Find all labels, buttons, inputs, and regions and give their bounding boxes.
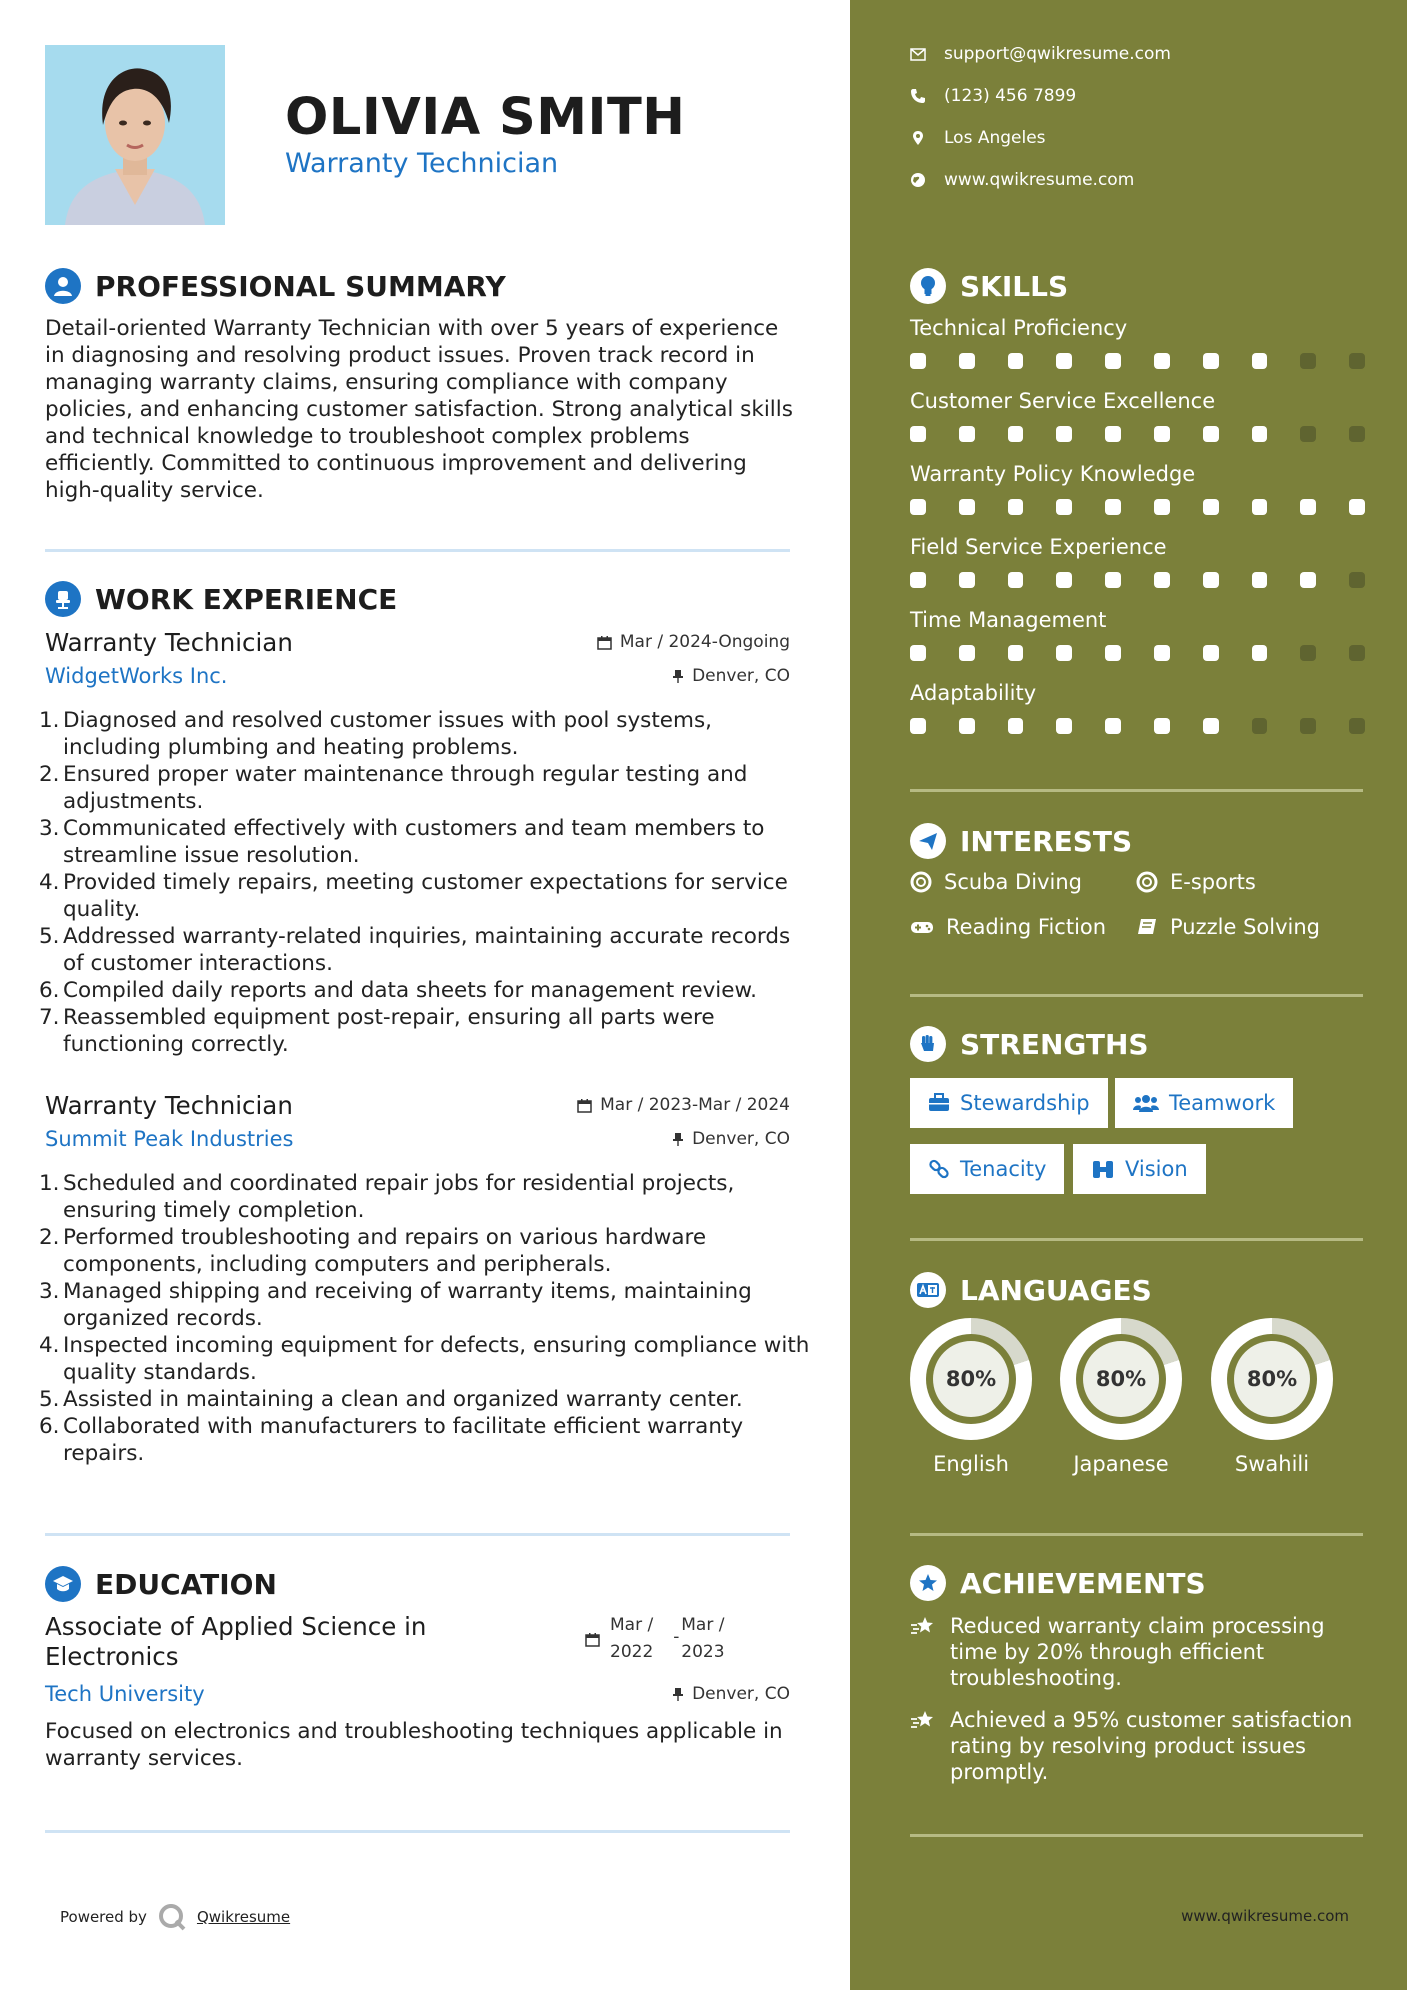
skill-dot-filled <box>1105 353 1121 369</box>
achievements-heading <box>910 1565 1206 1601</box>
pin-icon <box>672 1132 684 1147</box>
start-date-year: 2022 <box>610 1642 654 1662</box>
calendar-icon <box>585 1632 600 1647</box>
skill-dot-filled <box>1252 572 1268 588</box>
strength-label: Tenacity <box>960 1157 1047 1181</box>
skill-dot-filled <box>1056 718 1072 734</box>
skill-dot-empty <box>1300 353 1316 369</box>
qwikresume-link[interactable]: Qwikresume <box>196 1908 291 1926</box>
job-location <box>672 666 790 686</box>
skill-dot-filled <box>1105 426 1121 442</box>
strength-tag <box>1073 1144 1206 1194</box>
profile-photo <box>45 45 225 225</box>
skill-dot-filled <box>1203 645 1219 661</box>
skill-dot-filled <box>1008 499 1024 515</box>
section-divider <box>45 549 790 552</box>
skill-name: Adaptability <box>910 681 1037 705</box>
language-item <box>910 1318 1032 1476</box>
contact-location <box>910 128 1046 148</box>
achievement-item <box>910 1707 1365 1785</box>
skill-dot-filled <box>1008 353 1024 369</box>
achievement-item <box>910 1613 1365 1691</box>
list-item <box>39 1170 815 1224</box>
skill-dot-filled <box>1252 499 1268 515</box>
skill-dot-filled <box>1300 499 1316 515</box>
section-divider <box>45 1830 790 1833</box>
skill-dot-filled <box>1252 645 1268 661</box>
item-number: 2. <box>39 762 60 787</box>
skill-dot-empty <box>1300 718 1316 734</box>
summary-text: Detail-oriented Warranty Technician with over 5 years of experience in diagnosing and resolving product issues. Proven track record in managing warranty claims, ensuring compliance with company policies, and enhancing customer satisfaction. Strong analytical skills and technical knowledge to troubleshoot complex problems efficiently. Committed to continuous improvement and delivering high-quality service. <box>45 316 793 503</box>
skill-dot-filled <box>910 499 926 515</box>
list-item <box>39 1413 815 1467</box>
language-level-ring <box>1211 1318 1333 1440</box>
item-number: 3. <box>39 816 60 841</box>
interest-item <box>1136 915 1320 939</box>
list-item <box>39 1004 815 1058</box>
list-item <box>39 761 815 815</box>
item-number: 3. <box>39 1279 60 1304</box>
skill-dot-filled <box>1056 499 1072 515</box>
user-icon <box>45 268 81 304</box>
skill-dot-filled <box>1203 499 1219 515</box>
skill-item <box>910 389 1365 442</box>
language-level-ring-inner <box>1076 1334 1166 1424</box>
skill-dot-filled <box>1105 718 1121 734</box>
education-location-text: Denver, CO <box>692 1684 790 1704</box>
skill-dot-empty <box>1300 645 1316 661</box>
skill-dot-filled <box>959 499 975 515</box>
life-ring-icon <box>910 871 932 893</box>
skill-item <box>910 681 1365 734</box>
skill-dot-empty <box>1349 426 1365 442</box>
item-text: Addressed warranty-related inquiries, maintaining accurate records of customer interactions. <box>63 924 791 976</box>
job-duties-list <box>39 1170 815 1467</box>
skill-dot-filled <box>1008 572 1024 588</box>
interest-item <box>1136 870 1256 894</box>
skill-rating <box>910 718 1365 734</box>
shooting-star-icon <box>910 1615 936 1639</box>
envelope-icon <box>910 48 926 61</box>
school-name: Tech University <box>45 1682 205 1706</box>
item-number: 7. <box>39 1005 60 1030</box>
skill-dot-empty <box>1252 718 1268 734</box>
item-text: Inspected incoming equipment for defects, ensuring compliance with quality standards. <box>63 1333 810 1385</box>
interest-item <box>910 870 1082 894</box>
skill-item <box>910 462 1365 515</box>
skill-dot-filled <box>1008 718 1024 734</box>
skill-dot-empty <box>1349 353 1365 369</box>
skill-dot-filled <box>1203 718 1219 734</box>
book-icon <box>1136 917 1158 937</box>
skill-dot-filled <box>1203 426 1219 442</box>
item-number: 2. <box>39 1225 60 1250</box>
contact-location-text: Los Angeles <box>944 128 1046 148</box>
languages-heading-text: LANGUAGES <box>960 1273 1152 1307</box>
item-text: Scheduled and coordinated repair jobs for residential projects, ensuring timely completion. <box>63 1171 735 1223</box>
list-item <box>39 923 815 977</box>
experience-heading-text: WORK EXPERIENCE <box>95 582 398 616</box>
skill-rating <box>910 426 1365 442</box>
map-marker-icon <box>910 130 926 146</box>
job-date <box>597 632 790 652</box>
summary-heading <box>45 268 506 304</box>
skill-dot-filled <box>1154 645 1170 661</box>
job-location-text: Denver, CO <box>692 666 790 686</box>
start-date-month: Mar / <box>610 1615 654 1635</box>
strengths-heading-text: STRENGTHS <box>960 1027 1149 1061</box>
contact-website-text: www.qwikresume.com <box>944 170 1135 190</box>
fist-icon <box>910 1026 946 1062</box>
skills-heading <box>910 268 1068 304</box>
list-item <box>39 815 815 869</box>
end-date-month: Mar / <box>681 1615 725 1635</box>
job-title: Warranty Technician <box>45 1091 293 1120</box>
interest-item <box>910 915 1106 939</box>
contact-phone[interactable] <box>910 86 1076 106</box>
education-heading-text: EDUCATION <box>95 1567 277 1601</box>
job-title: Warranty Technician <box>45 628 293 657</box>
language-level-ring <box>910 1318 1032 1440</box>
skill-name: Field Service Experience <box>910 535 1167 559</box>
shooting-star-icon <box>910 1709 936 1733</box>
skill-name: Warranty Policy Knowledge <box>910 462 1196 486</box>
item-text: Ensured proper water maintenance through regular testing and adjustments. <box>63 762 748 814</box>
list-item <box>39 1332 815 1386</box>
section-divider <box>910 1533 1363 1536</box>
achievement-text: Achieved a 95% customer satisfaction rating by resolving product issues promptly. <box>950 1708 1353 1784</box>
contact-email[interactable] <box>910 44 1171 64</box>
skill-dot-filled <box>1056 426 1072 442</box>
language-level-ring-inner <box>926 1334 1016 1424</box>
skill-dot-filled <box>1056 572 1072 588</box>
skill-dot-filled <box>910 572 926 588</box>
start-date <box>610 1612 653 1666</box>
item-number: 4. <box>39 870 60 895</box>
interests-heading <box>910 823 1132 859</box>
job-location <box>672 1129 790 1149</box>
globe-icon <box>910 172 926 188</box>
section-divider <box>910 994 1363 997</box>
strength-tag <box>910 1078 1108 1128</box>
education-heading <box>45 1566 277 1602</box>
skill-name: Technical Proficiency <box>910 316 1128 340</box>
item-text: Reassembled equipment post-repair, ensuring all parts were functioning correctly. <box>63 1005 715 1057</box>
interest-label: E-sports <box>1170 870 1256 894</box>
list-item <box>39 869 815 923</box>
skill-dot-filled <box>1105 499 1121 515</box>
skill-dot-filled <box>1154 499 1170 515</box>
strength-label: Stewardship <box>960 1091 1090 1115</box>
list-item <box>39 1224 815 1278</box>
interests-heading-text: INTERESTS <box>960 824 1133 858</box>
strengths-heading <box>910 1026 1149 1062</box>
phone-icon <box>910 88 926 104</box>
item-number: 5. <box>39 1387 60 1412</box>
translate-icon <box>910 1272 946 1308</box>
end-date-year: 2023 <box>681 1642 725 1662</box>
interest-label: Reading Fiction <box>946 915 1107 939</box>
skill-item <box>910 316 1365 369</box>
item-text: Collaborated with manufacturers to facilitate efficient warranty repairs. <box>63 1414 744 1466</box>
item-text: Provided timely repairs, meeting customer expectations for service quality. <box>63 870 788 922</box>
end-date <box>673 1612 725 1666</box>
skill-dot-filled <box>1154 353 1170 369</box>
skill-name: Time Management <box>910 608 1107 632</box>
item-text: Performed troubleshooting and repairs on various hardware components, including computers and peripherals. <box>63 1225 707 1277</box>
achievements-heading-text: ACHIEVEMENTS <box>960 1566 1206 1600</box>
education-dates <box>585 1612 725 1666</box>
skill-item <box>910 535 1365 588</box>
skill-dot-filled <box>959 426 975 442</box>
item-number: 5. <box>39 924 60 949</box>
languages-heading <box>910 1272 1152 1308</box>
interest-label: Puzzle Solving <box>1170 915 1320 939</box>
strength-label: Vision <box>1125 1157 1188 1181</box>
language-name: English <box>933 1452 1009 1476</box>
skill-dot-filled <box>1252 353 1268 369</box>
skill-dot-filled <box>1008 645 1024 661</box>
contact-phone-text: (123) 456 7899 <box>944 86 1077 106</box>
skill-dot-filled <box>959 718 975 734</box>
item-text: Managed shipping and receiving of warranty items, maintaining organized records. <box>63 1279 752 1331</box>
skill-dot-filled <box>1105 645 1121 661</box>
job-company: Summit Peak Industries <box>45 1127 294 1151</box>
skill-dot-filled <box>910 426 926 442</box>
skill-dot-filled <box>1203 353 1219 369</box>
skill-dot-empty <box>1349 718 1365 734</box>
date-separator: - <box>673 1627 680 1647</box>
section-divider <box>910 1834 1363 1837</box>
strength-tag <box>910 1144 1064 1194</box>
skills-heading-text: SKILLS <box>960 269 1069 303</box>
list-item <box>39 1386 815 1413</box>
section-divider <box>910 1238 1363 1241</box>
list-item <box>39 1278 815 1332</box>
skill-dot-filled <box>910 353 926 369</box>
language-percent: 80% <box>933 1341 1009 1417</box>
contact-website[interactable] <box>910 170 1134 190</box>
qwikresume-logo-icon <box>157 1902 187 1932</box>
skill-dot-filled <box>959 353 975 369</box>
users-icon <box>1133 1093 1159 1113</box>
job-duties-list <box>39 707 815 1058</box>
skill-name: Customer Service Excellence <box>910 389 1216 413</box>
life-ring-icon <box>1136 871 1158 893</box>
graduation-cap-icon <box>45 1566 81 1602</box>
skill-dot-filled <box>1105 572 1121 588</box>
job-date-text: Mar / 2024-Ongoing <box>619 632 790 652</box>
skill-dot-filled <box>1154 718 1170 734</box>
item-text: Communicated effectively with customers and team members to streamline issue resolution. <box>63 816 765 868</box>
powered-by-label: Powered by <box>60 1908 147 1926</box>
briefcase-icon <box>928 1093 950 1113</box>
item-number: 1. <box>39 708 60 733</box>
skill-item <box>910 608 1365 661</box>
interest-label: Scuba Diving <box>944 870 1082 894</box>
job-entry <box>39 1091 810 1491</box>
skill-rating <box>910 499 1365 515</box>
item-text: Compiled daily reports and data sheets for management review. <box>63 978 757 1003</box>
skill-dot-filled <box>910 645 926 661</box>
lightbulb-icon <box>910 268 946 304</box>
gamepad-icon <box>910 919 934 935</box>
chair-icon <box>45 581 81 617</box>
language-level-ring-inner <box>1227 1334 1317 1424</box>
pin-icon <box>672 669 684 684</box>
item-text: Diagnosed and resolved customer issues with pool systems, including plumbing and heating problems. <box>63 708 712 760</box>
language-percent: 80% <box>1083 1341 1159 1417</box>
skill-dot-filled <box>1349 499 1365 515</box>
summary-heading-text: PROFESSIONAL SUMMARY <box>95 269 506 303</box>
language-name: Swahili <box>1234 1452 1310 1476</box>
item-text: Assisted in maintaining a clean and organized warranty center. <box>63 1387 743 1412</box>
skill-dot-filled <box>1154 426 1170 442</box>
experience-heading <box>45 581 397 617</box>
link-icon <box>928 1158 950 1180</box>
pin-icon <box>672 1687 684 1702</box>
footer-url[interactable]: www.qwikresume.com <box>1181 1907 1349 1925</box>
strength-tag <box>1115 1078 1293 1128</box>
list-item <box>39 977 815 1004</box>
education-location <box>672 1684 790 1704</box>
section-divider <box>910 789 1363 792</box>
candidate-title: Warranty Technician <box>285 148 559 179</box>
skill-rating <box>910 645 1365 661</box>
education-description: Focused on electronics and troubleshooting techniques applicable in warranty services. <box>45 1719 783 1771</box>
job-company: WidgetWorks Inc. <box>45 664 228 688</box>
list-item <box>39 707 815 761</box>
job-date <box>577 1095 790 1115</box>
language-item <box>1060 1318 1182 1476</box>
binoculars-icon <box>1091 1159 1115 1179</box>
job-entry <box>39 628 791 1058</box>
language-item <box>1211 1318 1333 1476</box>
star-badge-icon <box>910 1565 946 1601</box>
job-date-text: Mar / 2023-Mar / 2024 <box>600 1095 790 1115</box>
language-percent: 80% <box>1234 1341 1310 1417</box>
skill-dot-filled <box>1056 353 1072 369</box>
skill-dot-empty <box>1300 426 1316 442</box>
skill-dot-filled <box>1300 572 1316 588</box>
candidate-name: OLIVIA SMITH <box>285 88 686 147</box>
skill-dot-filled <box>959 645 975 661</box>
job-location-text: Denver, CO <box>692 1129 790 1149</box>
skill-dot-filled <box>959 572 975 588</box>
calendar-icon <box>597 635 612 650</box>
skill-dot-filled <box>1056 645 1072 661</box>
skill-rating <box>910 572 1365 588</box>
language-name: Japanese <box>1073 1452 1169 1476</box>
skill-rating <box>910 353 1365 369</box>
achievement-text: Reduced warranty claim processing time by 20% through efficient troubleshooting. <box>950 1614 1325 1690</box>
degree-title: Associate of Applied Science in Electronics <box>45 1612 427 1671</box>
item-number: 4. <box>39 1333 60 1358</box>
item-number: 6. <box>39 1414 60 1439</box>
section-divider <box>45 1533 790 1536</box>
skill-dot-empty <box>1349 645 1365 661</box>
language-level-ring <box>1060 1318 1182 1440</box>
skill-dot-empty <box>1349 572 1365 588</box>
skill-dot-filled <box>1252 426 1268 442</box>
skill-dot-filled <box>1203 572 1219 588</box>
skill-dot-filled <box>1154 572 1170 588</box>
skill-dot-filled <box>910 718 926 734</box>
strength-label: Teamwork <box>1169 1091 1276 1115</box>
skill-dot-filled <box>1008 426 1024 442</box>
powered-by <box>60 1902 290 1932</box>
paper-plane-icon <box>910 823 946 859</box>
item-number: 1. <box>39 1171 60 1196</box>
contact-email-text: support@qwikresume.com <box>944 44 1171 64</box>
item-number: 6. <box>39 978 60 1003</box>
calendar-icon <box>577 1098 592 1113</box>
